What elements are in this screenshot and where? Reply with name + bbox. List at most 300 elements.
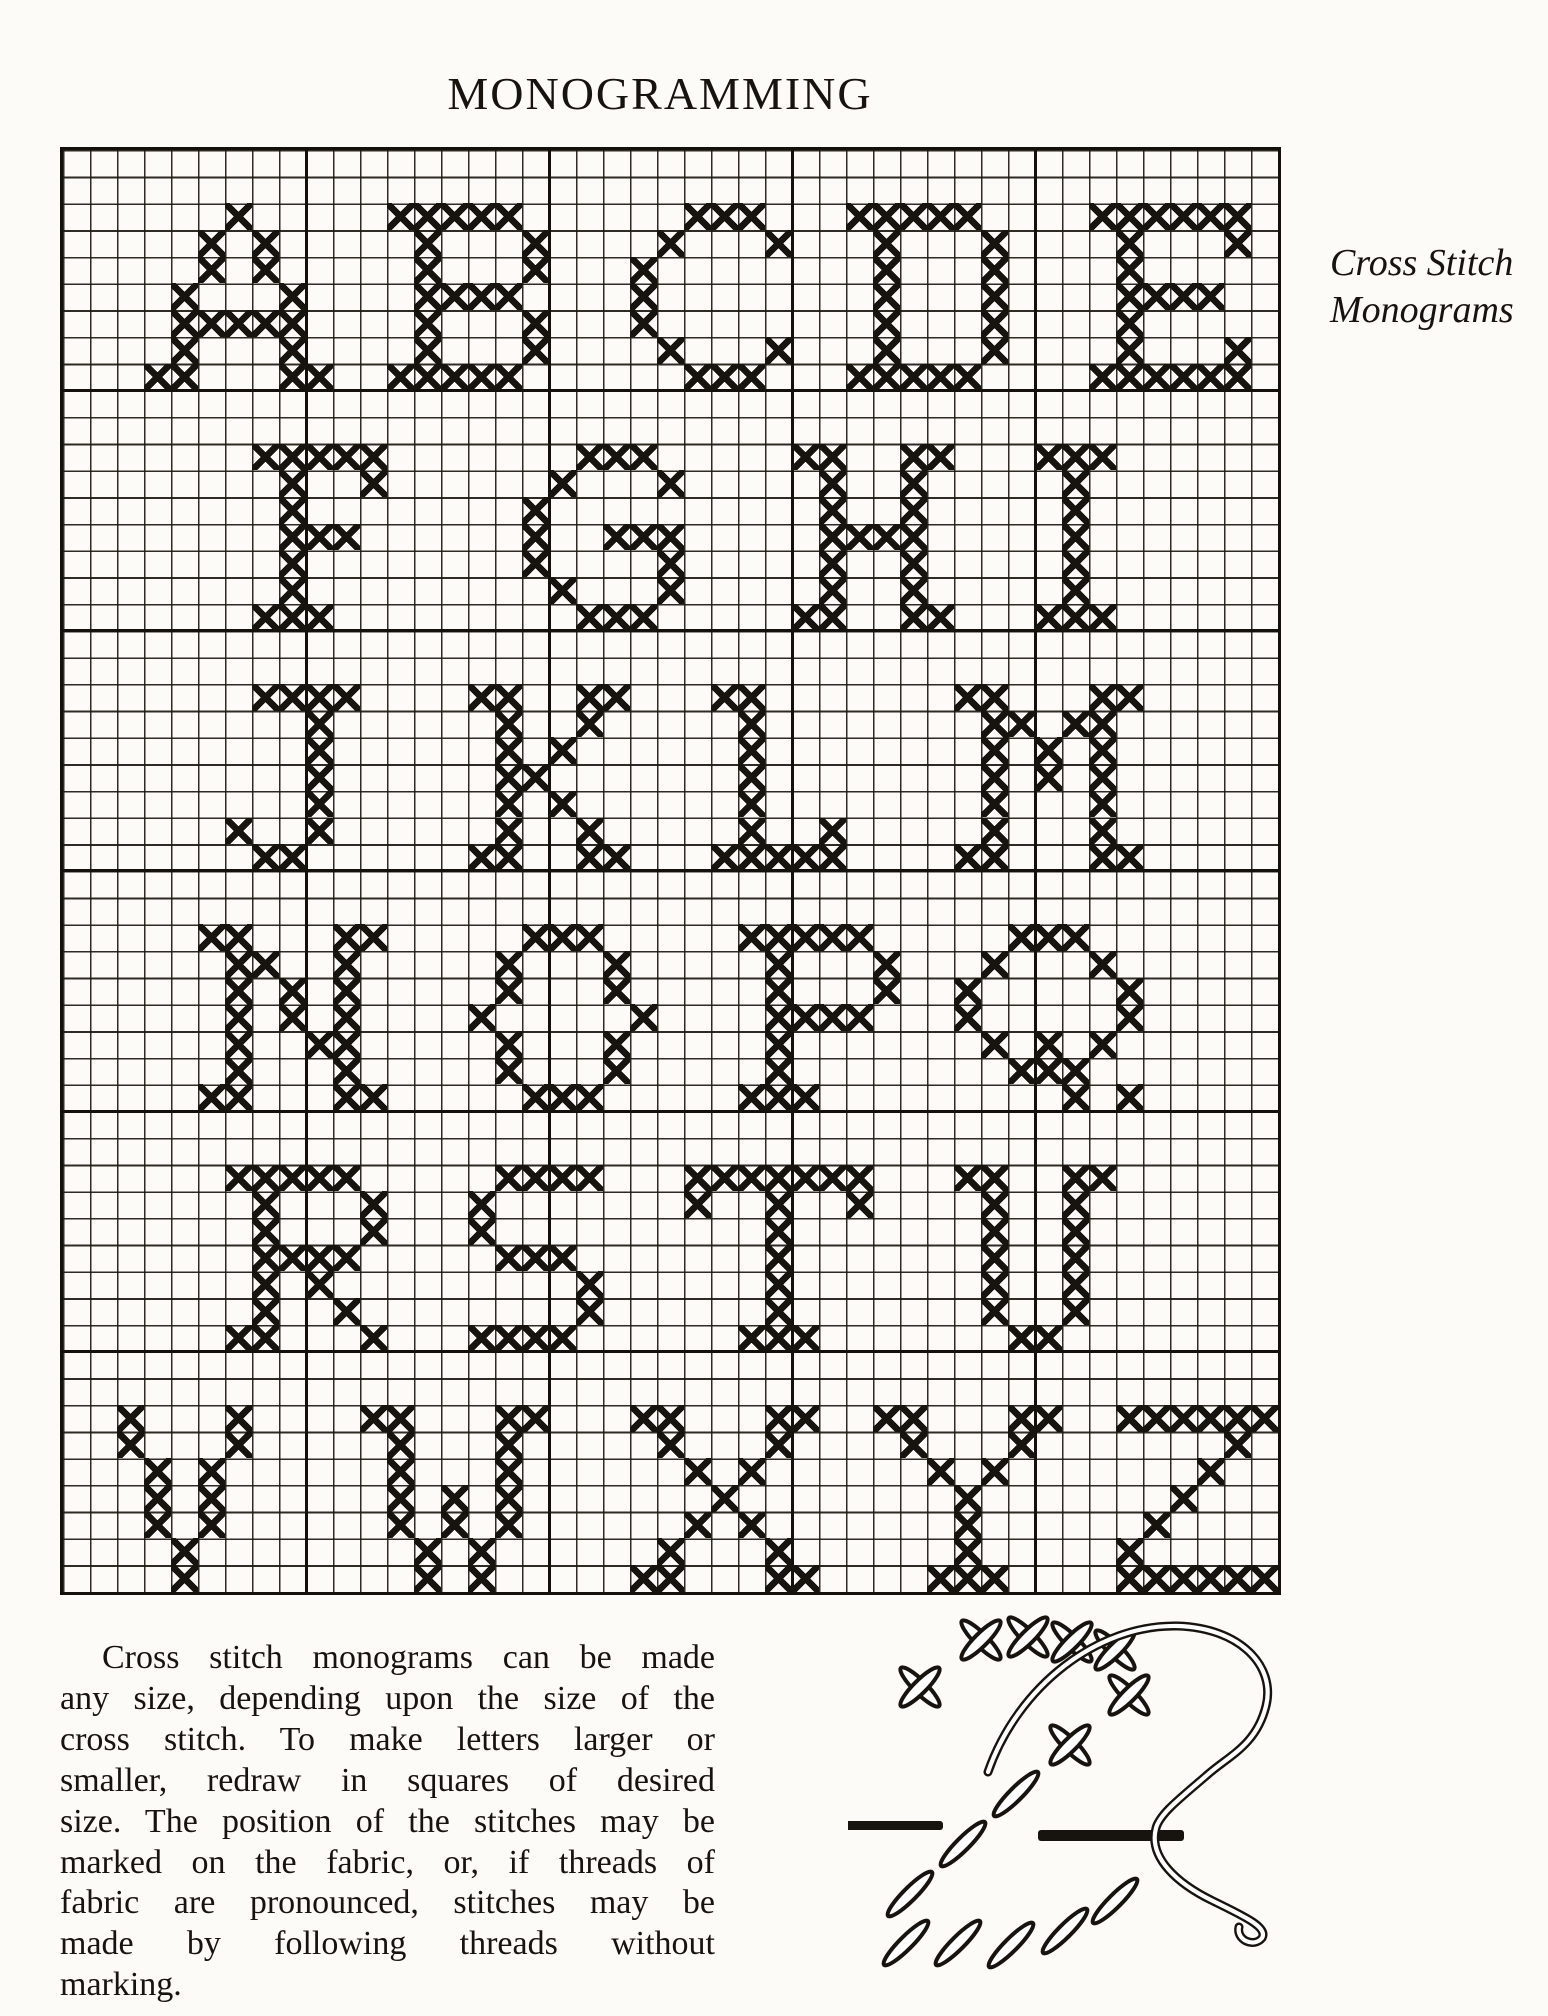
- stitch-x-mark: [711, 203, 738, 230]
- stitch-x-mark: [981, 1165, 1008, 1192]
- stitch-x-mark: [1062, 1165, 1089, 1192]
- stitch-x-mark: [225, 1004, 252, 1031]
- stitch-x-mark: [306, 791, 333, 818]
- stitch-x-mark: [738, 764, 765, 791]
- stitch-x-mark: [549, 577, 576, 604]
- stitch-x-mark: [333, 1298, 360, 1325]
- stitch-x-mark: [333, 1165, 360, 1192]
- stitch-x-mark: [765, 1031, 792, 1058]
- stitch-x-mark: [765, 978, 792, 1005]
- stitch-x-mark: [954, 1004, 981, 1031]
- stitch-x-mark: [549, 1084, 576, 1111]
- stitch-x-mark: [657, 1565, 684, 1592]
- stitch-x-mark: [819, 470, 846, 497]
- stitch-x-mark: [873, 337, 900, 364]
- stitch-x-mark: [819, 604, 846, 631]
- cross-stitch-letter-R: [225, 1165, 387, 1352]
- stitch-x-mark: [279, 604, 306, 631]
- stitch-x-mark: [738, 844, 765, 871]
- stitch-x-mark: [225, 1031, 252, 1058]
- cross-stitch-letter-L: [711, 684, 846, 871]
- stitch-x-mark: [333, 444, 360, 471]
- stitch-x-mark: [1062, 497, 1089, 524]
- stitch-x-mark: [1224, 230, 1251, 257]
- stitch-x-mark: [279, 310, 306, 337]
- stitch-x-mark: [1089, 951, 1116, 978]
- cross-stitch-letter-W: [360, 1405, 549, 1592]
- stitch-x-mark: [819, 577, 846, 604]
- stitch-x-mark: [900, 470, 927, 497]
- stitch-x-mark: [387, 1432, 414, 1459]
- stitch-x-mark: [981, 791, 1008, 818]
- stitch-x-mark: [657, 1538, 684, 1565]
- stitch-x-mark: [1170, 1485, 1197, 1512]
- stitch-x-mark: [900, 1405, 927, 1432]
- stitch-x-mark: [198, 1512, 225, 1539]
- stitch-x-mark: [954, 684, 981, 711]
- stitch-x-mark: [495, 1485, 522, 1512]
- stitch-x-mark: [846, 203, 873, 230]
- stitch-x-mark: [468, 364, 495, 391]
- stitch-x-mark: [900, 604, 927, 631]
- paragraph-line: fabric are pronounced, stitches may be: [60, 1884, 715, 1922]
- stitch-x-mark: [1143, 283, 1170, 310]
- stitch-x-mark: [576, 444, 603, 471]
- stitch-x-mark: [819, 844, 846, 871]
- stitch-x-mark: [387, 364, 414, 391]
- stitch-x-mark: [765, 1191, 792, 1218]
- stitch-x-mark: [1116, 1004, 1143, 1031]
- stitch-x-mark: [792, 1004, 819, 1031]
- stitch-x-mark: [333, 684, 360, 711]
- stitch-x-mark: [819, 444, 846, 471]
- stitch-x-mark: [981, 1458, 1008, 1485]
- stitch-x-mark: [630, 1004, 657, 1031]
- stitch-x-mark: [1035, 924, 1062, 951]
- stitch-x-mark: [252, 1218, 279, 1245]
- stitch-x-mark: [873, 1405, 900, 1432]
- stitch-x-mark: [522, 337, 549, 364]
- stitch-x-mark: [1062, 1298, 1089, 1325]
- stitch-x-mark: [981, 764, 1008, 791]
- stitch-x-mark: [765, 1565, 792, 1592]
- stitch-x-mark: [1089, 764, 1116, 791]
- stitch-x-mark: [738, 1325, 765, 1352]
- stitch-x-mark: [549, 1325, 576, 1352]
- stitch-x-mark: [252, 1191, 279, 1218]
- stitch-x-mark: [576, 1165, 603, 1192]
- stitch-x-mark: [981, 257, 1008, 284]
- stitch-x-mark: [765, 1325, 792, 1352]
- stitch-x-mark: [198, 257, 225, 284]
- stitch-x-mark: [414, 203, 441, 230]
- stitch-x-mark: [819, 1004, 846, 1031]
- stitch-x-mark: [738, 203, 765, 230]
- stitch-x-mark: [711, 1165, 738, 1192]
- stitch-x-mark: [495, 1325, 522, 1352]
- stitch-x-mark: [252, 1271, 279, 1298]
- grid-heavy-section-line: [1034, 150, 1037, 1592]
- stitch-x-mark: [225, 1405, 252, 1432]
- stitch-x-mark: [873, 524, 900, 551]
- slanted-stitch-icon: [879, 1916, 932, 1969]
- cross-stitch-letter-S: [468, 1165, 603, 1352]
- stitch-x-mark: [1116, 364, 1143, 391]
- stitch-x-mark: [522, 524, 549, 551]
- stitch-x-mark: [657, 577, 684, 604]
- stitch-x-mark: [1035, 1058, 1062, 1085]
- slanted-stitch-icon: [931, 1916, 984, 1969]
- stitch-x-mark: [657, 550, 684, 577]
- stitch-x-mark: [927, 604, 954, 631]
- stitch-x-mark: [387, 1512, 414, 1539]
- stitch-x-mark: [306, 1245, 333, 1272]
- cross-stitch-letter-T: [684, 1165, 873, 1352]
- stitch-x-mark: [252, 951, 279, 978]
- paragraph-line: marked on the fabric, or, if threads of: [60, 1843, 715, 1881]
- stitch-x-mark: [765, 1058, 792, 1085]
- stitch-x-mark: [1143, 1565, 1170, 1592]
- stitch-x-mark: [225, 978, 252, 1005]
- stitch-x-mark: [1089, 1031, 1116, 1058]
- stitch-x-mark: [225, 203, 252, 230]
- stitch-x-mark: [414, 337, 441, 364]
- fabric-thread-bar: [848, 1821, 943, 1830]
- stitch-x-mark: [333, 924, 360, 951]
- stitch-x-mark: [495, 1512, 522, 1539]
- stitch-x-mark: [954, 1485, 981, 1512]
- cross-stitch-letter-M: [954, 684, 1143, 871]
- cross-stitch-icon: [1046, 1721, 1093, 1768]
- stitch-x-mark: [333, 978, 360, 1005]
- stitch-x-mark: [711, 684, 738, 711]
- stitch-x-mark: [387, 1405, 414, 1432]
- stitch-x-mark: [1197, 1405, 1224, 1432]
- stitch-x-mark: [522, 924, 549, 951]
- stitch-x-mark: [900, 550, 927, 577]
- stitch-x-mark: [1170, 203, 1197, 230]
- stitch-x-mark: [225, 1084, 252, 1111]
- stitch-x-mark: [279, 283, 306, 310]
- stitch-x-mark: [468, 684, 495, 711]
- stitch-x-mark: [603, 951, 630, 978]
- stitch-x-mark: [495, 1165, 522, 1192]
- cross-stitch-letter-O: [468, 924, 657, 1111]
- cross-stitch-letter-B: [387, 203, 549, 390]
- stitch-x-mark: [495, 1458, 522, 1485]
- stitch-x-mark: [765, 230, 792, 257]
- stitch-x-mark: [846, 524, 873, 551]
- stitch-x-mark: [279, 470, 306, 497]
- stitch-x-mark: [495, 203, 522, 230]
- stitch-x-mark: [1197, 283, 1224, 310]
- stitch-x-mark: [1116, 1084, 1143, 1111]
- stitch-x-mark: [144, 1512, 171, 1539]
- stitch-x-mark: [1224, 1565, 1251, 1592]
- stitch-x-mark: [171, 337, 198, 364]
- stitch-x-mark: [684, 1458, 711, 1485]
- stitch-x-mark: [1008, 1405, 1035, 1432]
- stitch-x-mark: [981, 951, 1008, 978]
- cross-stitch-letter-J: [225, 684, 360, 871]
- stitch-x-mark: [495, 364, 522, 391]
- stitch-x-mark: [738, 364, 765, 391]
- stitch-x-mark: [144, 364, 171, 391]
- stitch-x-mark: [495, 711, 522, 738]
- slanted-stitch-icon: [989, 1767, 1042, 1820]
- side-caption: [1330, 240, 1514, 334]
- stitch-x-mark: [1089, 818, 1116, 845]
- stitch-x-mark: [1062, 924, 1089, 951]
- stitch-x-mark: [279, 524, 306, 551]
- stitch-x-mark: [1116, 337, 1143, 364]
- stitch-x-mark: [738, 1458, 765, 1485]
- stitch-x-mark: [738, 684, 765, 711]
- cross-stitch-letter-I: [1035, 444, 1116, 631]
- stitch-x-mark: [873, 230, 900, 257]
- stitch-x-mark: [1116, 230, 1143, 257]
- stitch-x-mark: [252, 230, 279, 257]
- stitch-x-mark: [954, 1165, 981, 1192]
- stitch-x-mark: [630, 444, 657, 471]
- stitch-x-mark: [171, 364, 198, 391]
- stitch-x-mark: [711, 844, 738, 871]
- stitch-x-mark: [468, 1191, 495, 1218]
- stitch-x-mark: [252, 604, 279, 631]
- stitch-x-mark: [1116, 1538, 1143, 1565]
- stitch-x-mark: [1251, 1565, 1278, 1592]
- stitch-x-mark: [765, 844, 792, 871]
- stitch-x-mark: [1170, 283, 1197, 310]
- stitch-x-mark: [1062, 1245, 1089, 1272]
- stitch-x-mark: [630, 283, 657, 310]
- stitch-x-mark: [549, 1245, 576, 1272]
- stitch-x-mark: [1035, 764, 1062, 791]
- stitch-x-mark: [1035, 444, 1062, 471]
- stitch-x-mark: [1170, 364, 1197, 391]
- stitch-x-mark: [279, 577, 306, 604]
- stitch-x-mark: [279, 550, 306, 577]
- stitch-x-mark: [414, 364, 441, 391]
- stitch-x-mark: [900, 364, 927, 391]
- stitch-x-mark: [846, 1191, 873, 1218]
- stitch-x-mark: [1008, 1432, 1035, 1459]
- stitch-x-mark: [279, 1004, 306, 1031]
- caption-line-1: Cross Stitch: [1330, 242, 1514, 284]
- stitch-x-mark: [279, 364, 306, 391]
- stitch-x-mark: [333, 1031, 360, 1058]
- paragraph-line: marking.: [60, 1966, 182, 2004]
- stitch-x-mark: [1116, 310, 1143, 337]
- stitch-x-mark: [144, 1485, 171, 1512]
- cross-stitch-letter-P: [738, 924, 900, 1111]
- stitch-x-mark: [1008, 1058, 1035, 1085]
- stitch-x-mark: [765, 1271, 792, 1298]
- stitch-x-mark: [306, 711, 333, 738]
- stitch-x-mark: [549, 470, 576, 497]
- stitch-x-mark: [684, 1165, 711, 1192]
- stitch-x-mark: [144, 1458, 171, 1485]
- stitch-x-mark: [414, 230, 441, 257]
- stitch-x-mark: [765, 1245, 792, 1272]
- stitch-x-mark: [630, 524, 657, 551]
- stitch-x-mark: [873, 257, 900, 284]
- stitch-x-mark: [1197, 203, 1224, 230]
- stitch-x-mark: [225, 310, 252, 337]
- stitch-x-mark: [414, 257, 441, 284]
- cross-stitch-letter-Z: [1116, 1405, 1278, 1592]
- stitch-x-mark: [657, 337, 684, 364]
- stitch-x-mark: [171, 1538, 198, 1565]
- stitch-x-mark: [306, 364, 333, 391]
- stitch-x-mark: [1062, 470, 1089, 497]
- stitch-x-mark: [279, 684, 306, 711]
- stitch-x-mark: [360, 1191, 387, 1218]
- stitch-x-mark: [792, 844, 819, 871]
- stitch-x-mark: [333, 1058, 360, 1085]
- stitch-x-mark: [252, 844, 279, 871]
- stitch-x-mark: [171, 310, 198, 337]
- stitch-x-mark: [576, 684, 603, 711]
- stitch-x-mark: [306, 524, 333, 551]
- stitch-x-mark: [954, 1512, 981, 1539]
- stitch-x-mark: [1116, 203, 1143, 230]
- cross-stitch-letter-A: [144, 203, 333, 390]
- stitch-x-mark: [1197, 1565, 1224, 1592]
- stitch-x-mark: [549, 737, 576, 764]
- stitch-x-mark: [522, 1325, 549, 1352]
- stitch-x-mark: [225, 1432, 252, 1459]
- stitch-x-mark: [954, 844, 981, 871]
- stitch-x-mark: [630, 1405, 657, 1432]
- stitch-x-mark: [1089, 604, 1116, 631]
- stitch-x-mark: [1143, 364, 1170, 391]
- stitch-x-mark: [981, 844, 1008, 871]
- stitch-x-mark: [765, 337, 792, 364]
- stitch-x-mark: [1224, 364, 1251, 391]
- stitch-x-mark: [360, 1218, 387, 1245]
- stitch-x-mark: [117, 1405, 144, 1432]
- slanted-stitch-icon: [1088, 1874, 1141, 1927]
- stitch-x-mark: [252, 1165, 279, 1192]
- stitch-x-mark: [603, 978, 630, 1005]
- stitch-x-mark: [198, 924, 225, 951]
- stitch-x-mark: [792, 1565, 819, 1592]
- stitch-x-mark: [1170, 1565, 1197, 1592]
- slanted-stitch-icon: [1038, 1904, 1091, 1957]
- stitch-x-mark: [1035, 1031, 1062, 1058]
- cross-stitch-letter-F: [252, 444, 387, 631]
- stitch-x-mark: [765, 924, 792, 951]
- stitch-x-mark: [900, 1432, 927, 1459]
- stitch-x-mark: [522, 550, 549, 577]
- stitch-x-mark: [252, 257, 279, 284]
- stitch-x-mark: [360, 1405, 387, 1432]
- stitch-x-mark: [522, 497, 549, 524]
- paragraph-line: any size, depending upon the size of the: [60, 1679, 715, 1717]
- stitch-x-mark: [360, 470, 387, 497]
- stitch-x-mark: [630, 257, 657, 284]
- stitch-x-mark: [468, 1538, 495, 1565]
- stitch-x-mark: [522, 310, 549, 337]
- stitch-x-mark: [522, 764, 549, 791]
- stitch-x-mark: [495, 951, 522, 978]
- stitch-x-mark: [495, 1058, 522, 1085]
- stitch-x-mark: [981, 337, 1008, 364]
- stitch-x-mark: [954, 978, 981, 1005]
- stitch-x-mark: [792, 924, 819, 951]
- stitch-x-mark: [171, 1565, 198, 1592]
- stitch-x-mark: [1035, 1325, 1062, 1352]
- stitch-x-mark: [819, 524, 846, 551]
- stitch-x-mark: [279, 1245, 306, 1272]
- stitch-x-mark: [414, 1565, 441, 1592]
- stitch-x-mark: [198, 1485, 225, 1512]
- stitch-x-mark: [252, 444, 279, 471]
- stitch-x-mark: [900, 497, 927, 524]
- stitch-x-mark: [333, 951, 360, 978]
- stitch-x-mark: [1062, 1058, 1089, 1085]
- stitch-x-mark: [360, 1084, 387, 1111]
- stitch-x-mark: [954, 364, 981, 391]
- stitch-x-mark: [981, 310, 1008, 337]
- stitch-x-mark: [1224, 1405, 1251, 1432]
- stitching-illustration: [848, 1594, 1328, 2016]
- stitch-x-mark: [981, 1245, 1008, 1272]
- stitch-x-mark: [1089, 364, 1116, 391]
- stitch-x-mark: [1008, 1325, 1035, 1352]
- stitch-x-mark: [981, 711, 1008, 738]
- stitch-x-mark: [522, 1405, 549, 1432]
- stitch-x-mark: [981, 818, 1008, 845]
- stitch-x-mark: [846, 924, 873, 951]
- stitch-x-mark: [657, 524, 684, 551]
- stitch-x-mark: [468, 203, 495, 230]
- stitch-x-mark: [414, 1538, 441, 1565]
- stitch-x-mark: [252, 1325, 279, 1352]
- stitch-x-mark: [252, 310, 279, 337]
- stitch-x-mark: [225, 818, 252, 845]
- cross-stitch-icon: [1105, 1671, 1152, 1718]
- stitch-x-mark: [792, 1405, 819, 1432]
- stitch-drawing-svg: [848, 1594, 1328, 2016]
- stitch-x-mark: [1143, 1405, 1170, 1432]
- stitch-x-mark: [198, 1084, 225, 1111]
- stitch-x-mark: [441, 364, 468, 391]
- stitch-x-mark: [1062, 711, 1089, 738]
- stitch-x-mark: [441, 283, 468, 310]
- stitch-x-mark: [1008, 711, 1035, 738]
- stitch-x-mark: [1089, 844, 1116, 871]
- stitch-x-mark: [738, 924, 765, 951]
- stitch-x-mark: [576, 711, 603, 738]
- body-paragraph: [60, 1638, 715, 2006]
- cross-stitch-letter-N: [198, 924, 387, 1111]
- stitch-x-mark: [1062, 1271, 1089, 1298]
- stitch-x-mark: [792, 1325, 819, 1352]
- stitch-x-mark: [468, 283, 495, 310]
- stitch-x-mark: [1008, 924, 1035, 951]
- stitch-x-mark: [522, 1084, 549, 1111]
- stitch-x-mark: [279, 444, 306, 471]
- stitch-x-mark: [846, 364, 873, 391]
- stitch-x-mark: [738, 711, 765, 738]
- cross-stitch-letter-V: [117, 1405, 252, 1592]
- stitch-x-mark: [1035, 737, 1062, 764]
- stitch-x-mark: [981, 1565, 1008, 1592]
- stitch-x-mark: [873, 364, 900, 391]
- stitch-x-mark: [387, 1485, 414, 1512]
